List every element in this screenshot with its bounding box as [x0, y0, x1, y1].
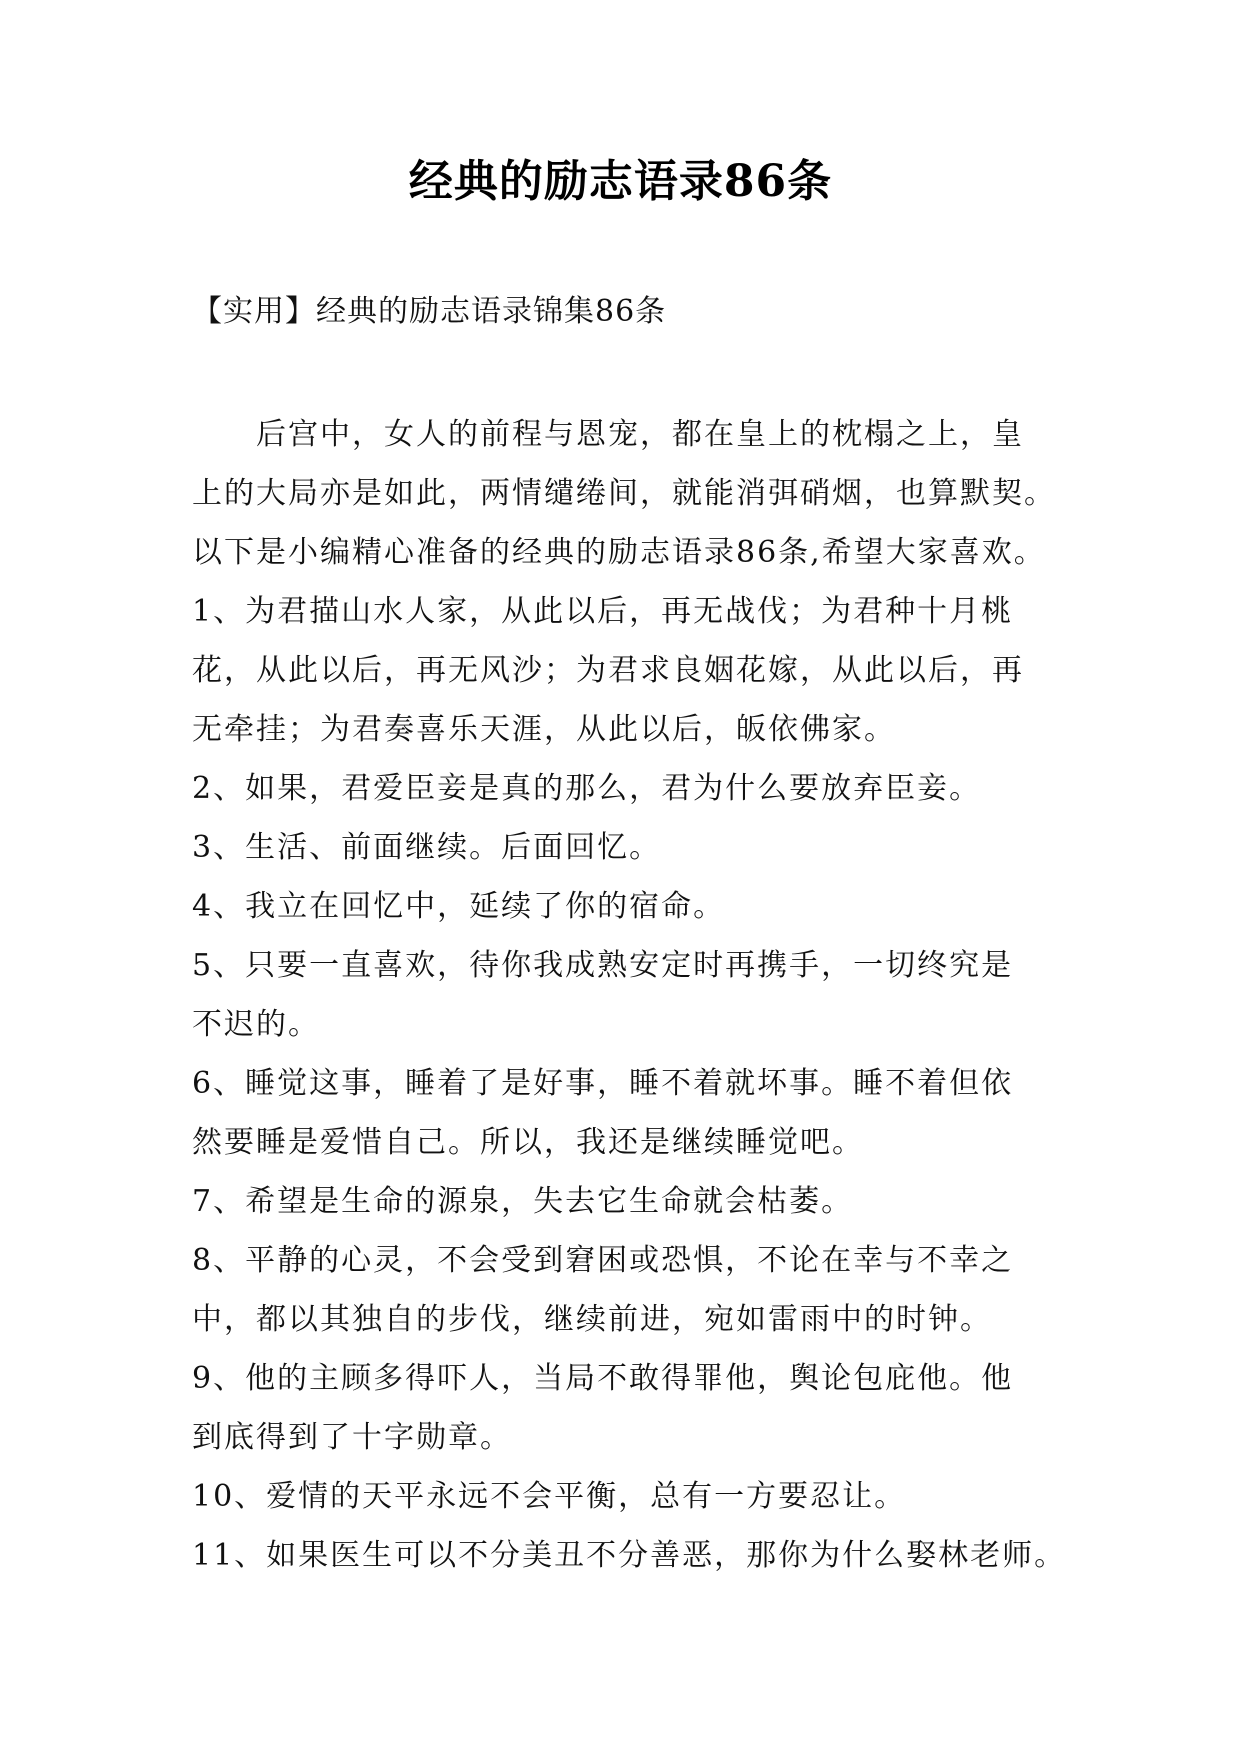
body-line: 花，从此以后，再无风沙；为君求良姻花嫁，从此以后，再	[192, 653, 1024, 688]
body-line: 2、如果，君爱臣妾是真的那么，君为什么要放弃臣妾。	[192, 771, 982, 806]
body-line: 4、我立在回忆中，延续了你的宿命。	[192, 889, 726, 924]
body-line: 8、平静的心灵，不会受到窘困或恐惧，不论在幸与不幸之	[192, 1243, 1014, 1278]
body-line: 7、希望是生命的源泉，失去它生命就会枯萎。	[192, 1184, 854, 1219]
document-title: 经典的励志语录86条	[408, 156, 833, 207]
body-line: 中，都以其独自的步伐，继续前进，宛如雷雨中的时钟。	[192, 1302, 992, 1337]
body-line: 后宫中，女人的前程与恩宠，都在皇上的枕榻之上，皇	[256, 417, 1024, 452]
body-line: 1、为君描山水人家，从此以后，再无战伐；为君种十月桃	[192, 594, 1014, 629]
body-line: 到底得到了十字勋章。	[192, 1420, 512, 1455]
body-line: 3、生活、前面继续。后面回忆。	[192, 830, 662, 865]
document-body	[192, 405, 1072, 1585]
body-line: 10、爱情的天平永远不会平衡，总有一方要忍让。	[192, 1479, 907, 1514]
document-subtitle: 【实用】经典的励志语录锦集86条	[192, 294, 667, 329]
body-line: 无牵挂；为君奏喜乐天涯，从此以后，皈依佛家。	[192, 712, 896, 747]
body-line: 6、睡觉这事，睡着了是好事，睡不着就坏事。睡不着但依	[192, 1066, 1014, 1101]
body-line: 11、如果医生可以不分美丑不分善恶，那你为什么娶林老师。	[192, 1538, 1067, 1573]
body-line: 9、他的主顾多得吓人，当局不敢得罪他，舆论包庇他。他	[192, 1361, 1014, 1396]
body-line: 以下是小编精心准备的经典的励志语录86条,希望大家喜欢。	[192, 535, 1046, 570]
body-line: 5、只要一直喜欢，待你我成熟安定时再携手，一切终究是	[192, 948, 1014, 983]
body-line: 上的大局亦是如此，两情缱绻间，就能消弭硝烟，也算默契。	[192, 476, 1056, 511]
body-line: 然要睡是爱惜自己。所以，我还是继续睡觉吧。	[192, 1125, 864, 1160]
body-line: 不迟的。	[192, 1007, 320, 1042]
